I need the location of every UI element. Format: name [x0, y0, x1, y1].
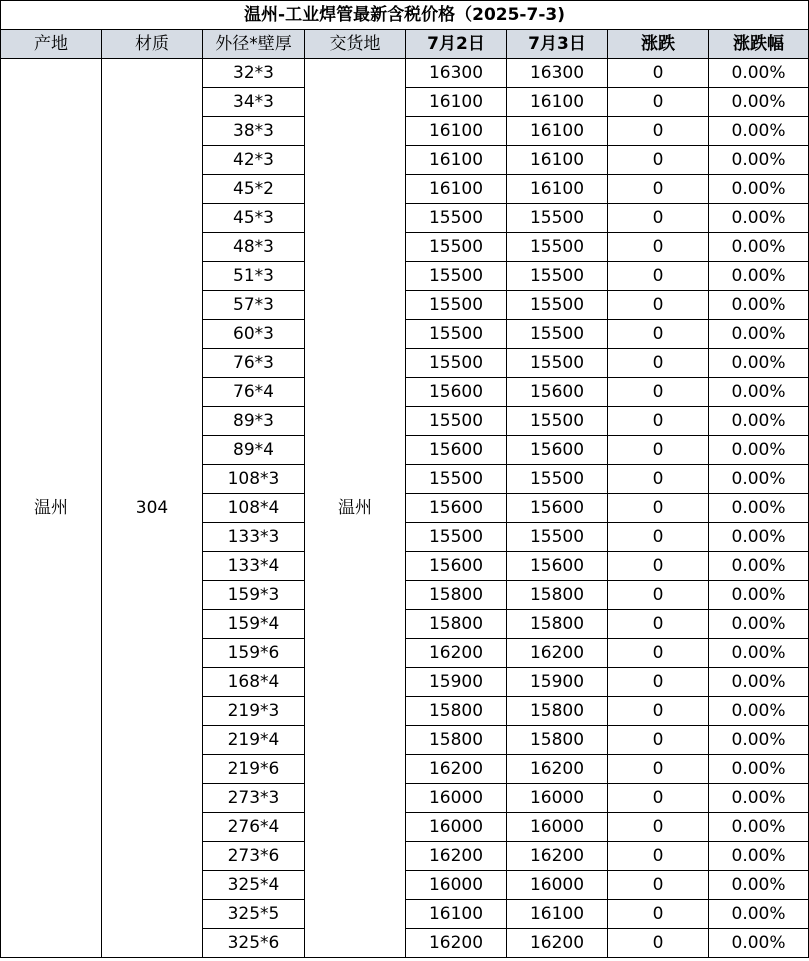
delivery-cell: 温州	[305, 59, 406, 958]
spec-cell: 108*3	[203, 465, 305, 494]
change-pct-cell: 0.00%	[709, 117, 809, 146]
spec-cell: 32*3	[203, 59, 305, 88]
price-jul3-cell: 16100	[507, 146, 608, 175]
change-cell: 0	[608, 755, 709, 784]
change-cell: 0	[608, 349, 709, 378]
price-jul2-cell: 15500	[406, 349, 507, 378]
price-jul2-cell: 15500	[406, 233, 507, 262]
price-jul2-cell: 15800	[406, 697, 507, 726]
price-jul2-cell: 15500	[406, 204, 507, 233]
price-jul3-cell: 16200	[507, 639, 608, 668]
change-cell: 0	[608, 320, 709, 349]
change-cell: 0	[608, 813, 709, 842]
change-cell: 0	[608, 668, 709, 697]
price-jul2-cell: 15600	[406, 378, 507, 407]
price-jul3-cell: 15500	[507, 204, 608, 233]
price-jul3-cell: 16100	[507, 88, 608, 117]
change-pct-cell: 0.00%	[709, 610, 809, 639]
spec-cell: 89*3	[203, 407, 305, 436]
price-jul2-cell: 15500	[406, 407, 507, 436]
change-cell: 0	[608, 291, 709, 320]
change-pct-cell: 0.00%	[709, 146, 809, 175]
price-jul3-cell: 15500	[507, 320, 608, 349]
spec-cell: 159*6	[203, 639, 305, 668]
change-pct-cell: 0.00%	[709, 175, 809, 204]
change-pct-cell: 0.00%	[709, 639, 809, 668]
price-jul3-cell: 15500	[507, 291, 608, 320]
price-jul2-cell: 15500	[406, 465, 507, 494]
change-pct-cell: 0.00%	[709, 378, 809, 407]
change-pct-cell: 0.00%	[709, 436, 809, 465]
price-jul3-cell: 15500	[507, 262, 608, 291]
spec-cell: 219*4	[203, 726, 305, 755]
price-jul3-cell: 16000	[507, 813, 608, 842]
price-jul3-cell: 15500	[507, 465, 608, 494]
spec-cell: 159*3	[203, 581, 305, 610]
change-pct-cell: 0.00%	[709, 465, 809, 494]
price-jul2-cell: 16100	[406, 146, 507, 175]
header-row	[1, 30, 809, 59]
change-cell: 0	[608, 262, 709, 291]
spec-cell: 108*4	[203, 494, 305, 523]
change-cell: 0	[608, 523, 709, 552]
change-pct-cell: 0.00%	[709, 929, 809, 958]
change-pct-cell: 0.00%	[709, 581, 809, 610]
spec-cell: 168*4	[203, 668, 305, 697]
change-pct-cell: 0.00%	[709, 59, 809, 88]
price-jul2-cell: 16200	[406, 929, 507, 958]
change-pct-cell: 0.00%	[709, 262, 809, 291]
header-price-jul3: 7月3日	[507, 30, 608, 59]
price-jul3-cell: 16200	[507, 929, 608, 958]
change-cell: 0	[608, 784, 709, 813]
price-jul2-cell: 15800	[406, 581, 507, 610]
price-jul3-cell: 16100	[507, 175, 608, 204]
price-jul3-cell: 16200	[507, 842, 608, 871]
price-jul2-cell: 16200	[406, 755, 507, 784]
price-jul3-cell: 16100	[507, 900, 608, 929]
price-jul3-cell: 15500	[507, 233, 608, 262]
price-jul2-cell: 16100	[406, 900, 507, 929]
price-jul2-cell: 15600	[406, 494, 507, 523]
price-jul3-cell: 15800	[507, 610, 608, 639]
price-jul2-cell: 16100	[406, 88, 507, 117]
header-change-pct: 涨跌幅	[709, 30, 809, 59]
price-jul3-cell: 16000	[507, 784, 608, 813]
change-pct-cell: 0.00%	[709, 668, 809, 697]
change-pct-cell: 0.00%	[709, 726, 809, 755]
spec-cell: 159*4	[203, 610, 305, 639]
change-cell: 0	[608, 842, 709, 871]
header-change: 涨跌	[608, 30, 709, 59]
price-jul3-cell: 15600	[507, 378, 608, 407]
change-cell: 0	[608, 88, 709, 117]
origin-cell: 温州	[1, 59, 102, 958]
change-cell: 0	[608, 552, 709, 581]
change-pct-cell: 0.00%	[709, 552, 809, 581]
price-jul2-cell: 15500	[406, 291, 507, 320]
price-jul2-cell: 15800	[406, 610, 507, 639]
spec-cell: 45*2	[203, 175, 305, 204]
change-pct-cell: 0.00%	[709, 813, 809, 842]
change-cell: 0	[608, 59, 709, 88]
spec-cell: 325*4	[203, 871, 305, 900]
change-cell: 0	[608, 175, 709, 204]
price-jul2-cell: 15600	[406, 552, 507, 581]
header-material: 材质	[102, 30, 203, 59]
spec-cell: 48*3	[203, 233, 305, 262]
spec-cell: 276*4	[203, 813, 305, 842]
price-jul3-cell: 15800	[507, 581, 608, 610]
change-cell: 0	[608, 378, 709, 407]
change-cell: 0	[608, 494, 709, 523]
spec-cell: 219*6	[203, 755, 305, 784]
header-price-jul2: 7月2日	[406, 30, 507, 59]
price-jul2-cell: 15600	[406, 436, 507, 465]
price-jul2-cell: 16000	[406, 871, 507, 900]
change-cell: 0	[608, 929, 709, 958]
change-cell: 0	[608, 233, 709, 262]
change-pct-cell: 0.00%	[709, 407, 809, 436]
price-jul2-cell: 16300	[406, 59, 507, 88]
change-cell: 0	[608, 900, 709, 929]
change-pct-cell: 0.00%	[709, 523, 809, 552]
change-pct-cell: 0.00%	[709, 233, 809, 262]
change-cell: 0	[608, 146, 709, 175]
header-origin: 产地	[1, 30, 102, 59]
price-jul2-cell: 16100	[406, 175, 507, 204]
spec-cell: 42*3	[203, 146, 305, 175]
change-cell: 0	[608, 465, 709, 494]
price-jul2-cell: 15800	[406, 726, 507, 755]
price-jul3-cell: 15600	[507, 552, 608, 581]
price-jul2-cell: 16200	[406, 639, 507, 668]
spec-cell: 60*3	[203, 320, 305, 349]
spec-cell: 133*4	[203, 552, 305, 581]
price-jul3-cell: 16100	[507, 117, 608, 146]
spec-cell: 273*6	[203, 842, 305, 871]
change-cell: 0	[608, 436, 709, 465]
price-jul3-cell: 15600	[507, 494, 608, 523]
price-jul3-cell: 15500	[507, 523, 608, 552]
spec-cell: 76*3	[203, 349, 305, 378]
price-jul2-cell: 15500	[406, 320, 507, 349]
change-pct-cell: 0.00%	[709, 320, 809, 349]
change-pct-cell: 0.00%	[709, 784, 809, 813]
change-cell: 0	[608, 697, 709, 726]
price-jul3-cell: 15500	[507, 349, 608, 378]
spec-cell: 219*3	[203, 697, 305, 726]
price-jul3-cell: 15800	[507, 726, 608, 755]
spec-cell: 51*3	[203, 262, 305, 291]
price-jul3-cell: 15600	[507, 436, 608, 465]
change-cell: 0	[608, 871, 709, 900]
spec-cell: 325*5	[203, 900, 305, 929]
price-jul3-cell: 16200	[507, 755, 608, 784]
spec-cell: 45*3	[203, 204, 305, 233]
change-cell: 0	[608, 639, 709, 668]
change-pct-cell: 0.00%	[709, 871, 809, 900]
change-cell: 0	[608, 726, 709, 755]
price-jul3-cell: 15800	[507, 697, 608, 726]
spec-cell: 89*4	[203, 436, 305, 465]
price-jul2-cell: 15900	[406, 668, 507, 697]
price-jul3-cell: 16300	[507, 59, 608, 88]
price-jul2-cell: 16200	[406, 842, 507, 871]
header-spec: 外径*壁厚	[203, 30, 305, 59]
price-jul3-cell: 15900	[507, 668, 608, 697]
change-pct-cell: 0.00%	[709, 900, 809, 929]
table-row	[1, 59, 809, 88]
table-body	[1, 59, 809, 958]
change-pct-cell: 0.00%	[709, 697, 809, 726]
price-jul2-cell: 15500	[406, 262, 507, 291]
change-pct-cell: 0.00%	[709, 755, 809, 784]
change-cell: 0	[608, 581, 709, 610]
change-pct-cell: 0.00%	[709, 842, 809, 871]
change-pct-cell: 0.00%	[709, 291, 809, 320]
spec-cell: 57*3	[203, 291, 305, 320]
spec-cell: 34*3	[203, 88, 305, 117]
price-jul3-cell: 15500	[507, 407, 608, 436]
table-title: 温州-工业焊管最新含税价格（2025-7-3)	[1, 1, 809, 30]
change-pct-cell: 0.00%	[709, 494, 809, 523]
spec-cell: 273*3	[203, 784, 305, 813]
price-jul2-cell: 16100	[406, 117, 507, 146]
header-delivery: 交货地	[305, 30, 406, 59]
spec-cell: 133*3	[203, 523, 305, 552]
change-pct-cell: 0.00%	[709, 88, 809, 117]
change-pct-cell: 0.00%	[709, 349, 809, 378]
spec-cell: 325*6	[203, 929, 305, 958]
material-cell: 304	[102, 59, 203, 958]
spec-cell: 76*4	[203, 378, 305, 407]
change-cell: 0	[608, 407, 709, 436]
change-pct-cell: 0.00%	[709, 204, 809, 233]
price-jul3-cell: 16000	[507, 871, 608, 900]
change-cell: 0	[608, 117, 709, 146]
change-cell: 0	[608, 204, 709, 233]
spec-cell: 38*3	[203, 117, 305, 146]
price-jul2-cell: 15500	[406, 523, 507, 552]
price-jul2-cell: 16000	[406, 784, 507, 813]
change-cell: 0	[608, 610, 709, 639]
price-jul2-cell: 16000	[406, 813, 507, 842]
